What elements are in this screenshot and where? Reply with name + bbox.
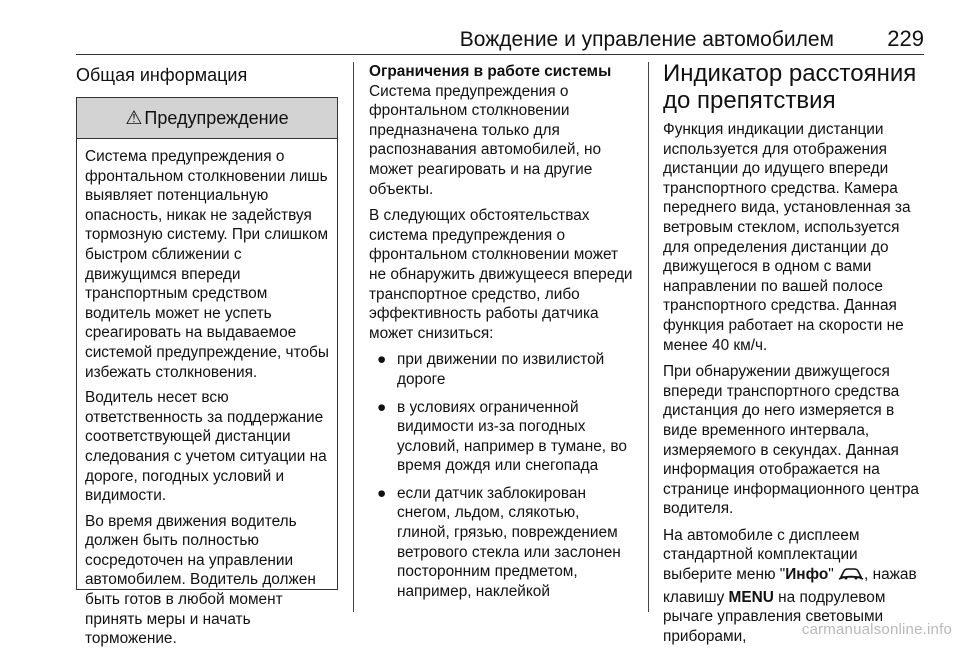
section-heading: Индикатор расстояния до препятствия <box>663 60 917 114</box>
bullet-list <box>369 350 633 601</box>
page-header <box>76 24 924 55</box>
warning-paragraph: Система предупреждения о фронтальном столкновении лишь выявляет потенциальную опасность, никак не задействуя тормозную систему. При слишком быстром сближении с движущимся впереди транспортным средством водитель может не успеть среагировать на выдаваемое системой предупреждение, чтобы избежать столкновения. <box>85 148 329 381</box>
section-title: Общая информация <box>76 65 248 85</box>
paragraph: На автомобиле с дисплеем стандартной комплектации выберите меню "Инфо" , нажав клавишу MENU на подрулевом рычаге управления световыми приборами, <box>663 526 917 645</box>
warning-box <box>76 97 338 648</box>
car-distance-icon <box>838 566 864 588</box>
bullet-icon: ● <box>377 398 387 416</box>
warning-icon: ⚠ <box>125 107 143 129</box>
warning-header <box>77 98 337 139</box>
chapter-title: Вождение и управление автомобилем <box>459 28 834 51</box>
list-item: ● в условиях ограниченной видимости из-за погодных условий, например в тумане, во время дождя или снегопада <box>377 398 627 475</box>
menu-key-label: MENU <box>728 588 774 606</box>
column-divider-2 <box>648 62 649 612</box>
warning-paragraph: Водитель несет всю ответственность за поддержание соответствующей дистанции следования с учетом ситуации на дороге, погодных условий и видимости. <box>85 389 327 505</box>
list-item: ● если датчик заблокирован снегом, льдом, слякотью, глиной, грязью, повреждением ветрового стекла или заслонен посторонним предметом, например, наклейкой <box>377 484 621 600</box>
warning-paragraph: Во время движения водитель должен быть полностью сосредоточен на управлении автомобилем. Водитель должен быть готов в любой момент принять меры и начать торможение. <box>85 512 316 648</box>
column-divider-1 <box>353 62 354 612</box>
watermark: carmanualsonline.info <box>801 621 952 638</box>
info-menu-label: Инфо <box>785 566 829 584</box>
column-3 <box>663 62 929 653</box>
warning-title: Предупреждение <box>144 107 289 128</box>
bullet-icon: ● <box>377 351 387 369</box>
bullet-icon: ● <box>377 484 387 502</box>
limitations-heading: Ограничения в работе системы <box>369 63 612 80</box>
warning-body <box>77 139 337 649</box>
paragraph: В следующих обстоятельствах система предупреждения о фронтальном столкновении может не обнаружить движущееся впереди транспортное средство, либо эффективность работы датчика может снизиться: <box>369 207 633 342</box>
list-item: ● при движении по извилистой дороге <box>377 351 605 388</box>
page-number: 229 <box>887 26 924 51</box>
column-1 <box>76 62 338 86</box>
paragraph: Функция индикации дистанции используется для отображения дистанции до идущего впереди транспортного средства. Камера переднего вида, установленная за ветровым стеклом, используется для определения дистанции до движущегося в одном с вами направлении по вашей полосе транспортного средства. Данная функция работает на скорости не менее 40 км/ч. <box>663 121 911 354</box>
paragraph: Система предупреждения о фронтальном столкновении предназначена только для распознавания автомобилей, но может реагировать и на другие объекты. <box>369 82 602 198</box>
column-2 <box>369 62 633 609</box>
paragraph: При обнаружении движущегося впереди транспортного средства дистанция до него измеряется в виде временного интервала, измеряемого в секундах. Данная информация отображается на странице информационного центра водителя. <box>663 363 919 518</box>
